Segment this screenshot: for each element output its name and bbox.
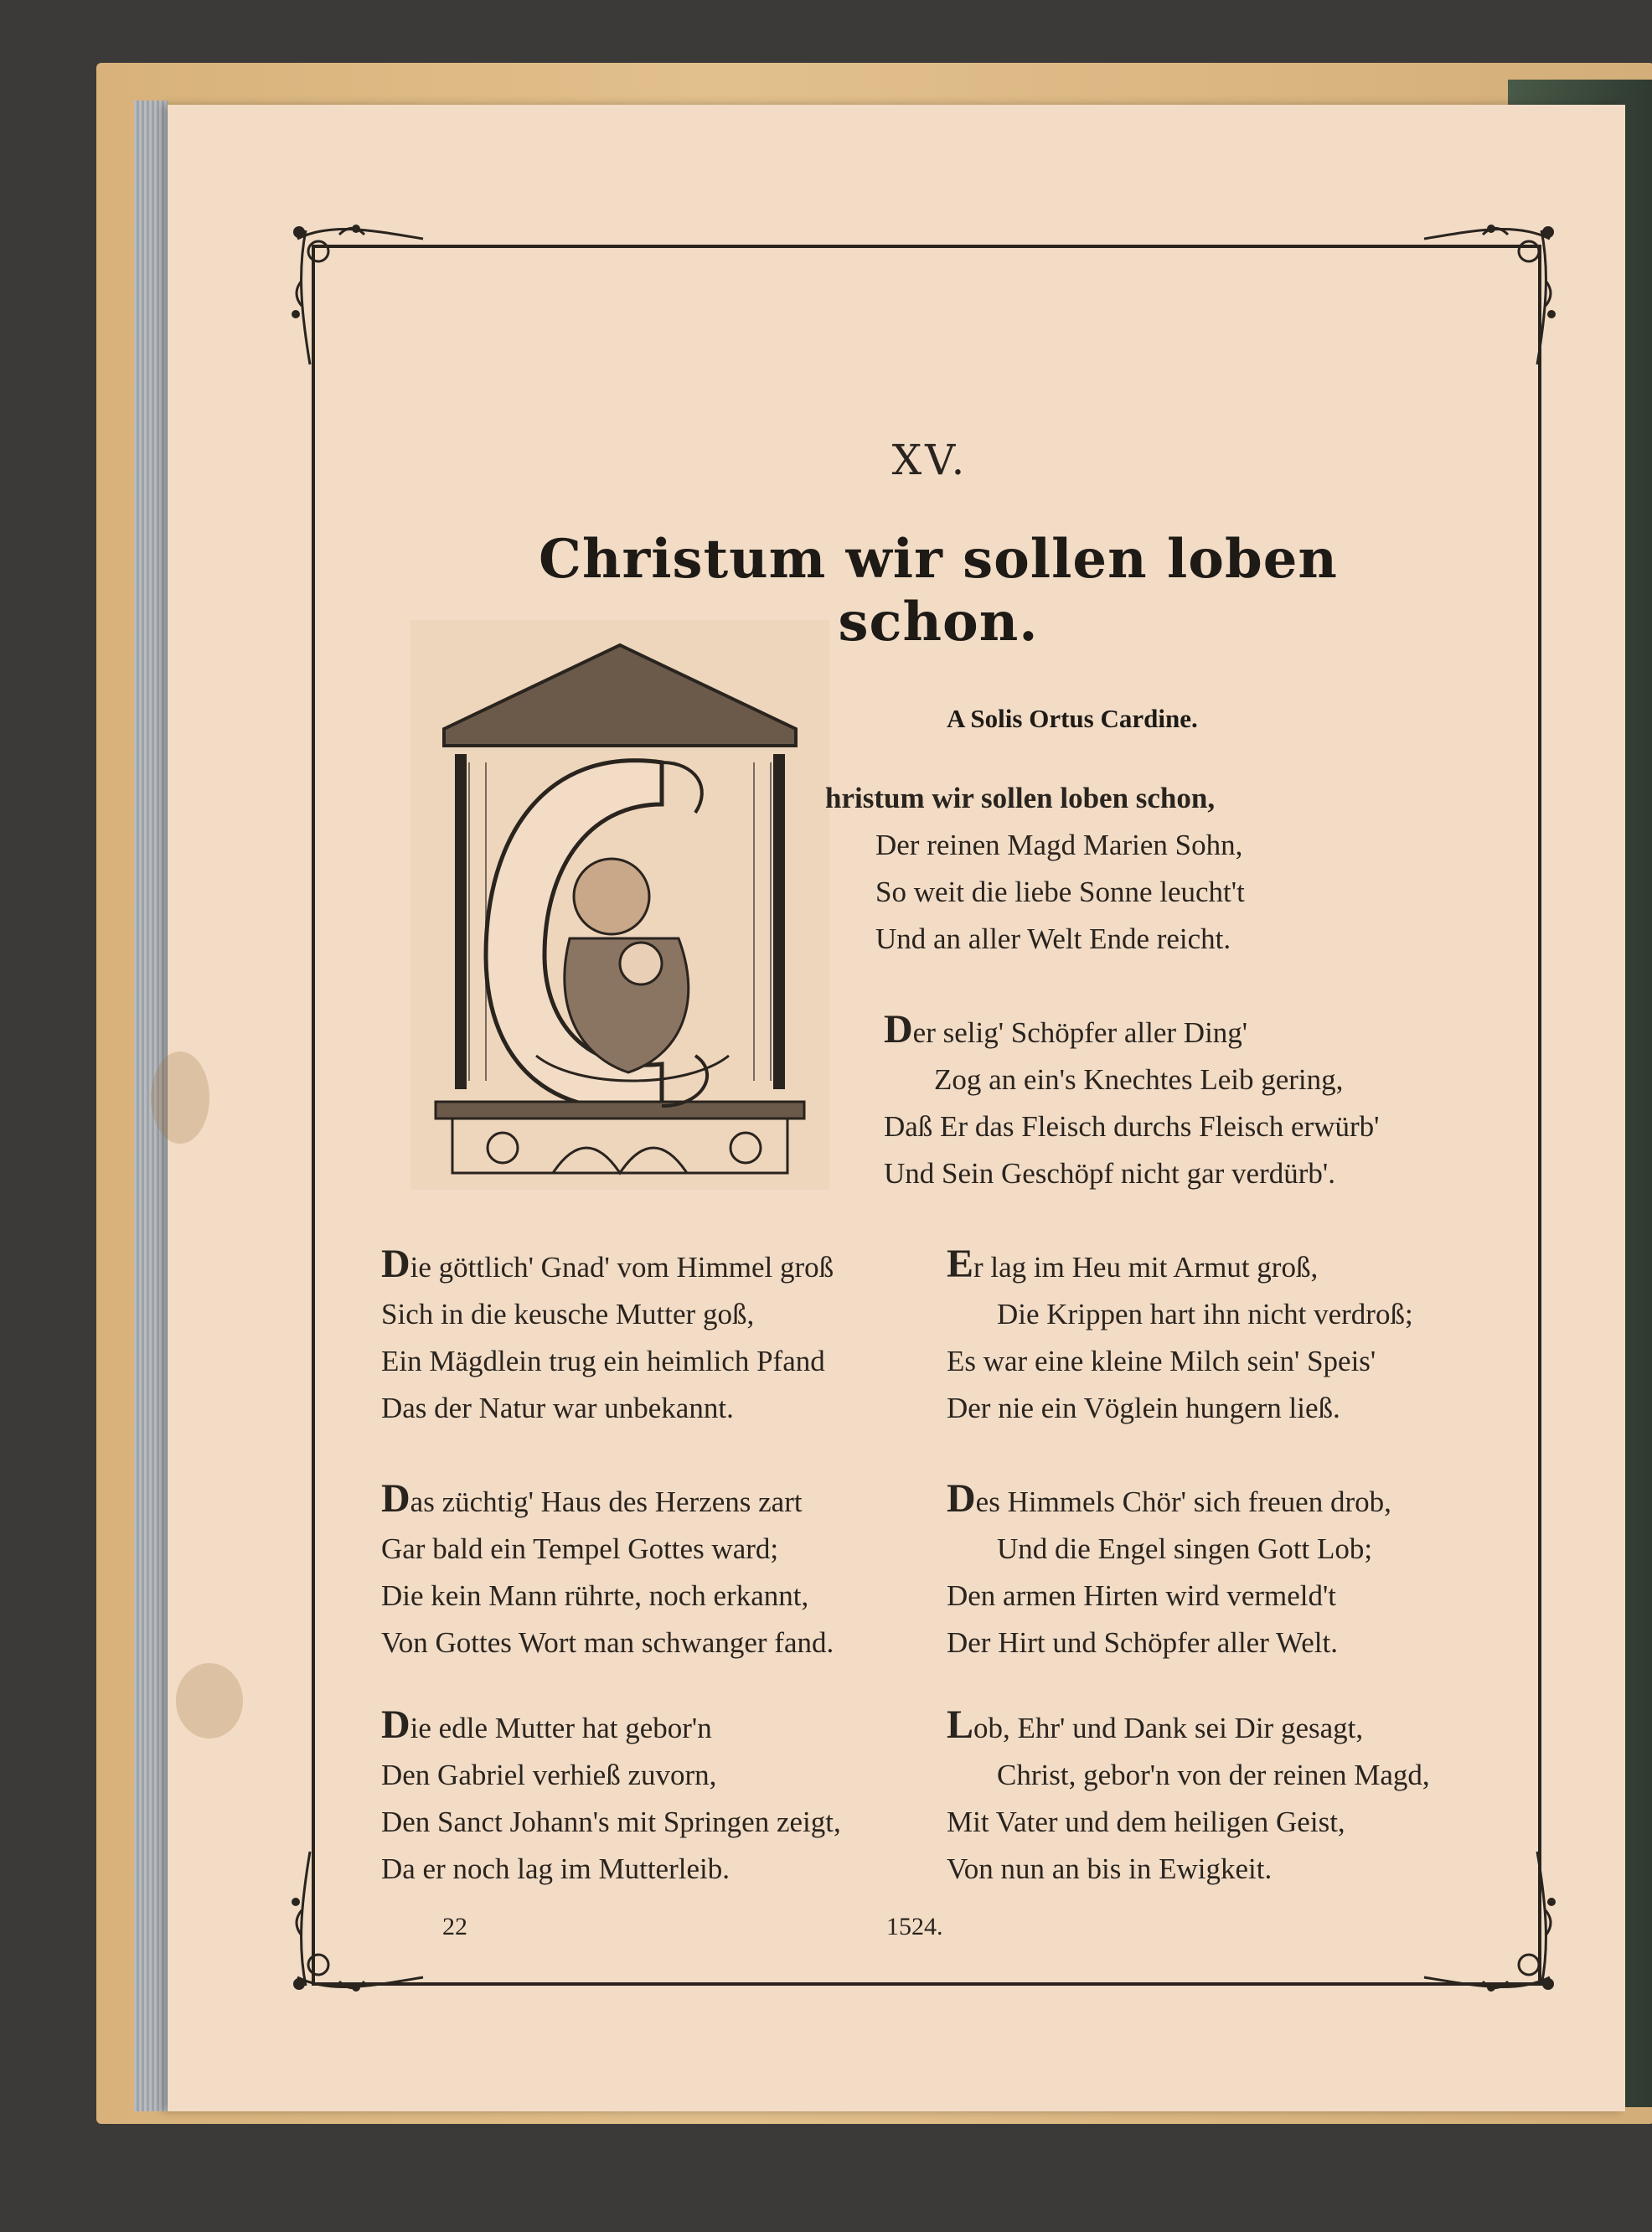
stanza-7 bbox=[381, 1702, 841, 1893]
stanza-line: Und an aller Welt Ende reicht. bbox=[875, 922, 1231, 955]
stanza-line: Die Krippen hart ihn nicht verdroß; bbox=[997, 1298, 1413, 1330]
stanza-2 bbox=[884, 1007, 1380, 1197]
stanza-line: Den armen Hirten wird vermeld't bbox=[947, 1579, 1337, 1612]
drop-cap: E bbox=[947, 1242, 974, 1286]
stanza-line: Der reinen Magd Marien Sohn, bbox=[875, 829, 1243, 861]
stanza-line: Der nie ein Vöglein hungern ließ. bbox=[947, 1392, 1340, 1424]
drop-cap: D bbox=[947, 1476, 976, 1521]
stanza-line: Christ, gebor'n von der reinen Magd, bbox=[997, 1759, 1430, 1791]
latin-subtitle: A Solis Ortus Cardine. bbox=[947, 704, 1198, 733]
stanza-line: Den Gabriel verhieß zuvorn, bbox=[381, 1759, 717, 1791]
stanza-8 bbox=[947, 1702, 1430, 1893]
stanza-line: Und Sein Geschöpf nicht gar verdürb'. bbox=[884, 1157, 1335, 1190]
stanza-line: es Himmels Chör' sich freuen drob, bbox=[975, 1485, 1391, 1518]
year-label: 1524. bbox=[886, 1913, 943, 1940]
stanza-line: ie edle Mutter hat gebor'n bbox=[410, 1712, 712, 1744]
stanza-line: Mit Vater und dem heiligen Geist, bbox=[947, 1806, 1345, 1838]
drop-cap: D bbox=[381, 1476, 410, 1521]
stanza-line: Zog an ein's Knechtes Leib gering, bbox=[934, 1063, 1344, 1096]
hymn-title: Christum wir sollen loben schon. bbox=[539, 528, 1338, 654]
illuminated-initial-nativity bbox=[410, 620, 829, 1190]
stanza-line: Von Gottes Wort man schwanger fand. bbox=[381, 1626, 834, 1659]
stanza-3 bbox=[381, 1244, 834, 1432]
stanza-line: as züchtig' Haus des Herzens zart bbox=[410, 1485, 803, 1518]
stanza-line: So weit die liebe Sonne leucht't bbox=[875, 876, 1245, 908]
stanza-line: Daß Er das Fleisch durchs Fleisch erwürb' bbox=[884, 1110, 1380, 1143]
stanza-line: Und die Engel singen Gott Lob; bbox=[997, 1532, 1373, 1565]
stanza-line: hristum wir sollen loben schon, bbox=[825, 782, 1216, 814]
drop-cap: D bbox=[884, 1007, 913, 1051]
corner-ornament-top-left bbox=[281, 214, 440, 373]
drop-cap: D bbox=[381, 1702, 410, 1747]
chapter-numeral: XV. bbox=[891, 436, 968, 484]
stanza-line: Ein Mägdlein trug ein heimlich Pfand bbox=[381, 1345, 825, 1377]
stanza-line: ie göttlich' Gnad' vom Himmel groß bbox=[410, 1251, 834, 1284]
drop-cap: L bbox=[947, 1702, 974, 1747]
stanza-1 bbox=[825, 775, 1245, 963]
corner-ornament-top-right bbox=[1407, 214, 1567, 373]
stanza-4 bbox=[947, 1244, 1413, 1432]
drop-cap: D bbox=[381, 1242, 410, 1286]
stanza-line: ob, Ehr' und Dank sei Dir gesagt, bbox=[973, 1712, 1364, 1744]
stanza-line: Den Sanct Johann's mit Springen zeigt, bbox=[381, 1806, 841, 1838]
stanza-line: r lag im Heu mit Armut groß, bbox=[973, 1251, 1319, 1284]
page-number: 22 bbox=[442, 1913, 467, 1940]
stanza-line: Der Hirt und Schöpfer aller Welt. bbox=[947, 1626, 1338, 1659]
stanza-line: Es war eine kleine Milch sein' Speis' bbox=[947, 1345, 1376, 1377]
stanza-5 bbox=[381, 1476, 834, 1666]
stanza-line: Gar bald ein Tempel Gottes ward; bbox=[381, 1532, 779, 1565]
stanza-6 bbox=[947, 1476, 1391, 1666]
stanza-line: Da er noch lag im Mutterleib. bbox=[381, 1852, 730, 1885]
stanza-line: Das der Natur war unbekannt. bbox=[381, 1392, 734, 1424]
corner-ornament-bottom-right bbox=[1407, 1843, 1567, 2002]
stain bbox=[151, 1051, 209, 1144]
stanza-line: Die kein Mann rührte, noch erkannt, bbox=[381, 1579, 809, 1612]
stanza-line: Von nun an bis in Ewigkeit. bbox=[947, 1852, 1273, 1885]
stanza-line: er selig' Schöpfer aller Ding' bbox=[912, 1016, 1248, 1049]
stain bbox=[176, 1663, 243, 1739]
stanza-line: Sich in die keusche Mutter goß, bbox=[381, 1298, 755, 1330]
